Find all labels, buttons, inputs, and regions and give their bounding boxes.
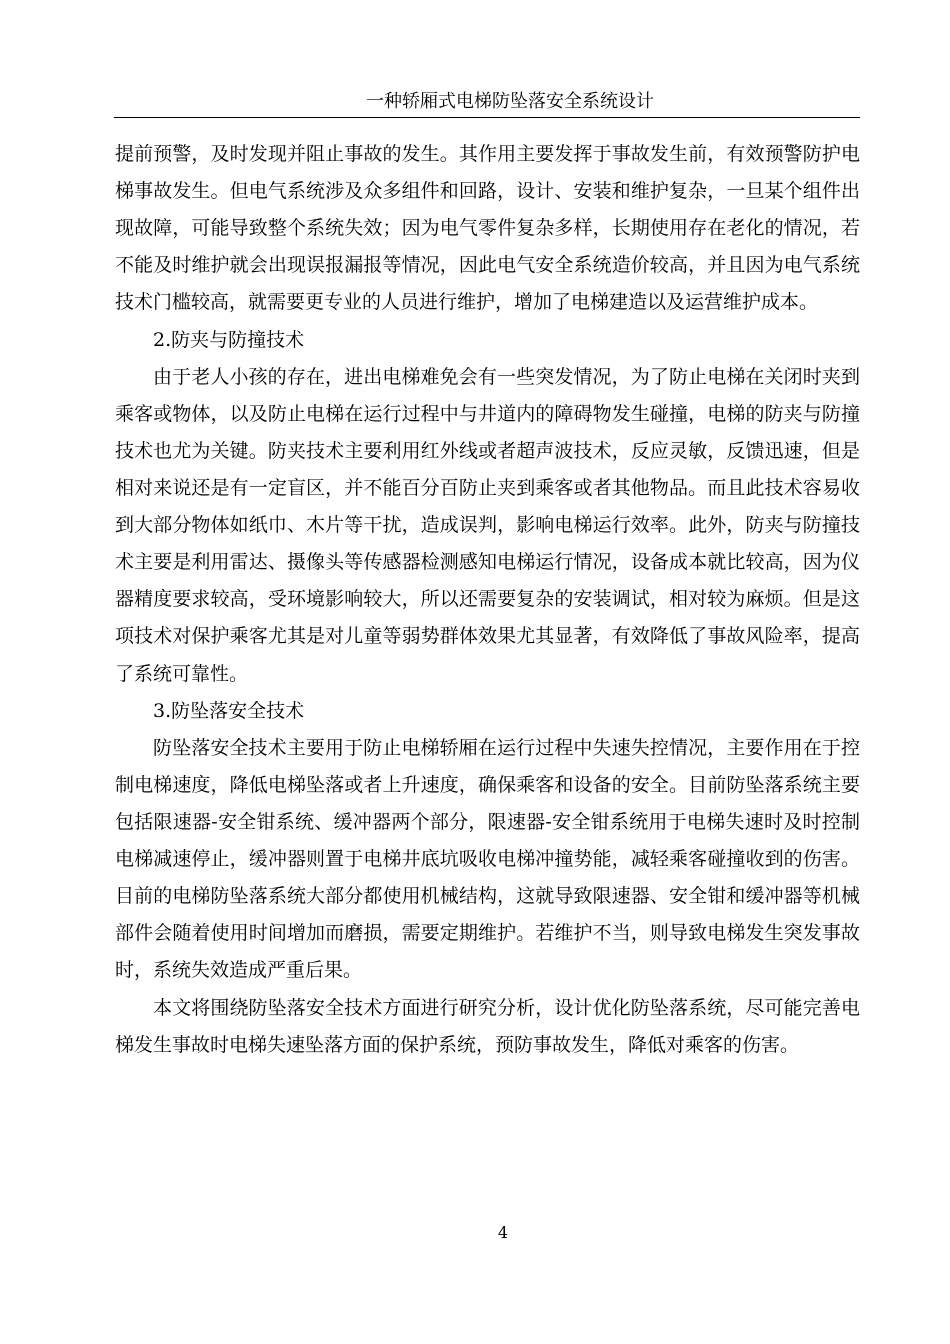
text-line: 电梯减速停止，缓冲器则置于电梯井底坑吸收电梯冲撞势能，减轻乘客碰撞收到的伤害。 — [115, 848, 860, 871]
text-line: 器精度要求较高，受环境影响较大，所以还需要复杂的安装调试，相对较为麻烦。但是这 — [115, 588, 860, 611]
text-line: 时，系统失效造成严重后果。 — [115, 959, 363, 982]
text-line: 包括限速器-安全钳系统、缓冲器两个部分，限速器-安全钳系统用于电梯失速时及时控制 — [115, 810, 860, 833]
section-heading: 3.防坠落安全技术 — [153, 699, 305, 722]
text-line: 项技术对保护乘客尤其是对儿童等弱势群体效果尤其显著，有效降低了事故风险率，提高 — [115, 625, 860, 648]
text-line: 现故障，可能导致整个系统失效；因为电气零件复杂多样，长期使用存在老化的情况，若 — [115, 217, 860, 240]
text-line: 乘客或物体，以及防止电梯在运行过程中与井道内的障碍物发生碰撞，电梯的防夹与防撞 — [115, 402, 860, 425]
text-line: 技术门槛较高，就需要更专业的人员进行维护，增加了电梯建造以及运营维护成本。 — [115, 291, 819, 314]
text-line: 制电梯速度，降低电梯坠落或者上升速度，确保乘客和设备的安全。目前防坠落系统主要 — [115, 773, 860, 796]
text-line: 不能及时维护就会出现误报漏报等情况，因此电气安全系统造价较高，并且因为电气系统 — [115, 254, 860, 277]
text-line: 目前的电梯防坠落系统大部分都使用机械结构，这就导致限速器、安全钳和缓冲器等机械 — [115, 885, 860, 908]
page-number: 4 — [497, 1223, 509, 1242]
text-line: 相对来说还是有一定盲区，并不能百分百防止夹到乘客或者其他物品。而且此技术容易收 — [115, 476, 860, 499]
section-heading: 2.防夹与防撞技术 — [153, 328, 305, 351]
text-line: 技术也尤为关键。防夹技术主要利用红外线或者超声波技术，反应灵敏，反馈迅速，但是 — [115, 439, 860, 462]
text-line: 梯发生事故时电梯失速坠落方面的保护系统，预防事故发生，降低对乘客的伤害。 — [115, 1033, 800, 1056]
text-line: 部件会随着使用时间增加而磨损，需要定期维护。若维护不当，则导致电梯发生突发事故 — [115, 922, 860, 945]
text-line: 防坠落安全技术主要用于防止电梯轿厢在运行过程中失速失控情况，主要作用在于控 — [153, 736, 860, 759]
header-divider — [114, 117, 860, 118]
text-line: 到大部分物体如纸巾、木片等干扰，造成误判，影响电梯运行效率。此外，防夹与防撞技 — [115, 514, 860, 537]
text-line: 提前预警，及时发现并阻止事故的发生。其作用主要发挥于事故发生前，有效预警防护电 — [115, 143, 860, 165]
document-body — [115, 136, 860, 1064]
text-line: 梯事故发生。但电气系统涉及众多组件和回路，设计、安装和维护复杂，一旦某个组件出 — [115, 180, 860, 203]
text-line: 本文将围绕防坠落安全技术方面进行研究分析，设计优化防坠落系统，尽可能完善电 — [153, 996, 860, 1019]
text-line: 术主要是利用雷达、摄像头等传感器检测感知电梯运行情况，设备成本就比较高，因为仪 — [115, 551, 860, 574]
text-line: 了系统可靠性。 — [115, 662, 249, 685]
text-line: 由于老人小孩的存在，进出电梯难免会有一些突发情况，为了防止电梯在关闭时夹到 — [153, 365, 860, 388]
running-header-title: 一种轿厢式电梯防坠落安全系统设计 — [366, 91, 654, 112]
